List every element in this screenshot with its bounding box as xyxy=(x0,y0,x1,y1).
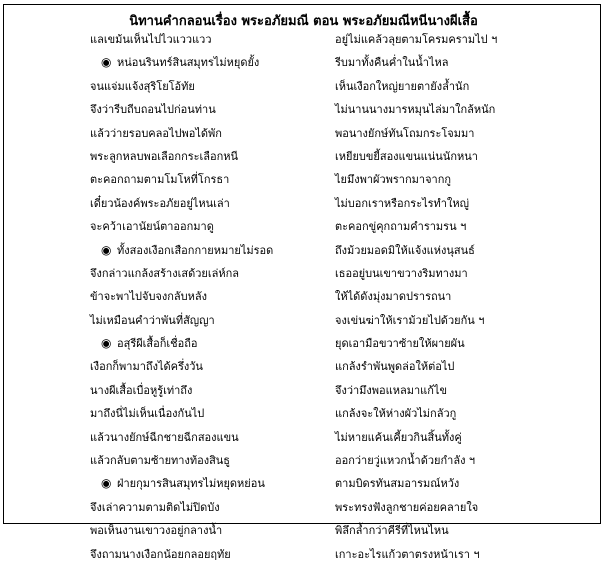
verse-right-line: พอนางยักษ์ทันโถมกระโจมมา xyxy=(335,126,475,140)
verse-row xyxy=(0,337,607,360)
verse-left-line xyxy=(90,314,215,328)
verse-right-line: แกล้งจะให้ห่างผัวไม่กลัวกู xyxy=(335,407,457,421)
verse-left-text: แลเขม้นเห็นไปไวแววแวว xyxy=(90,33,212,46)
verse-row xyxy=(0,33,607,56)
verse-row xyxy=(0,314,607,337)
verse-left-text: มาถึงนี่ไม่เห็นเนื่องกันไป xyxy=(90,407,205,421)
verse-row xyxy=(0,267,607,290)
verse-right-line: ตะคอกขู่คุกถามคำรามรน ฯ xyxy=(335,220,467,234)
verse-right-line: เหยียบขยี้สองแขนแน่นนักหนา xyxy=(335,149,478,163)
verse-row xyxy=(0,150,607,173)
verse-left-text: พอเห็นงานเขาวงอยู่กลางน้ำ xyxy=(90,524,223,538)
verse-row xyxy=(0,384,607,407)
verse-row xyxy=(0,431,607,454)
verse-left-line xyxy=(90,220,214,234)
verse-right-line: ออกว่ายวู่แหวกน้ำด้วยกำลัง ฯ xyxy=(335,454,476,468)
verse-row xyxy=(0,454,607,477)
verse-left-line xyxy=(90,290,207,304)
verse-left-text: ไม่เหมือนคำว่าพันที่สัญญา xyxy=(90,313,215,327)
verse-right-line: พิลึกล้ำกว่าคีรีที่ไหนไหน xyxy=(335,524,449,538)
verse-left-line xyxy=(90,127,222,141)
verse-left-line xyxy=(101,55,260,70)
verse-left-text: จนแจ่มแจ้งสุริโยโอ้ทัย xyxy=(90,79,195,93)
verse-row xyxy=(0,127,607,150)
verse-left-text: จึงว่ารีบถีบถอนไปก่อนท่าน xyxy=(90,103,216,117)
verse-left-line xyxy=(90,501,220,515)
verse-row xyxy=(0,548,607,571)
verse-left-text: แล้วกลับตามซ้ายทางท้องสินธู xyxy=(90,454,231,468)
verse-left-text: จึงถามนางเงือกน้อยกลอยฤทัย xyxy=(90,547,231,561)
verse-row xyxy=(0,103,607,126)
verse-left-text: หน่อนรินทร์สินสมุทรไม่หยุดยั้ง xyxy=(117,56,260,70)
verse-right-line: ให้ได้ดังมุ่งมาดปรารถนา xyxy=(335,290,452,304)
verse-left-line xyxy=(90,384,192,398)
verse-left-line xyxy=(90,267,239,281)
verse-right-line: พระทรงฟังลูกชายค่อยคลายใจ xyxy=(335,500,479,514)
verse-right-line: ยุดเอามือขวาซ้ายให้ผายผัน xyxy=(335,337,465,351)
verse-row xyxy=(0,173,607,196)
verse-left-text: อสุรีผีเสื้อก็เชื่อถือ xyxy=(117,337,198,351)
verse-left-text: เดี๋ยวน้องค์พระอภัยอยู่ไหนเล่า xyxy=(90,196,230,210)
verse-left-line xyxy=(90,33,212,47)
verse-left-text: ทั้งสองเงือกเสือกกายหมายไม่รอด xyxy=(117,243,274,257)
verse-right-line: ไม่หายแค้นเคี้ยวกินสิ้นทั้งคู่ xyxy=(335,430,462,444)
verse-right-line: ตามบิดรทันสมอารมณ์หวัง xyxy=(335,477,460,491)
verse-row xyxy=(0,524,607,547)
verse-left-line xyxy=(90,407,204,421)
verse-right-line: อยู่ไม่แคล้วลุยตามโครมครามไป ฯ xyxy=(335,33,498,46)
verse-left-line xyxy=(90,454,230,468)
verse-left-text: พระลูกหลบพอเลือกกระเลือกหนี xyxy=(90,149,239,163)
poem-body xyxy=(0,33,607,571)
verse-left-text: แล้วนางยักษ์ฉีกชายฉีกสองแขน xyxy=(90,430,239,444)
verse-left-line xyxy=(90,150,238,164)
verse-row xyxy=(0,360,607,383)
verse-left-line xyxy=(90,173,229,187)
verse-right-line: เห็นเงือกใหญ่ยายตายังล้ำนัก xyxy=(335,79,470,93)
verse-right-line: ไม่นานนางมารหมุนไล่มาใกล้หนัก xyxy=(335,103,496,117)
verse-right-line: แกล้งรำพันพูดล่อให้ต่อไป xyxy=(335,360,455,374)
verse-row xyxy=(0,407,607,430)
verse-left-text: ฝ่ายกุมารสินสมุทรไม่หยุดหย่อน xyxy=(117,477,265,491)
verse-row xyxy=(0,220,607,243)
verse-left-text: เงือกก็พามาถึงได้ครึ่งวัน xyxy=(90,360,203,374)
verse-left-line xyxy=(90,80,195,94)
stanza-bullet-icon: ◉ xyxy=(101,336,112,351)
verse-left-text: แล้วว่ายรอบคลอไปพอได้พัก xyxy=(90,126,222,140)
verse-left-line xyxy=(90,103,216,117)
verse-left-text: นางผีเสื้อเบื่อหูรู้เท่าถึง xyxy=(90,383,193,397)
verse-left-text: จึงเล่าความตามติดไม่ปิดบัง xyxy=(90,500,220,514)
verse-left-line xyxy=(90,197,230,211)
verse-left-line xyxy=(90,524,222,538)
verse-row xyxy=(0,290,607,313)
verse-left-line xyxy=(90,360,203,374)
verse-left-line xyxy=(101,336,198,351)
verse-right-line: รีบมาทั้งคืนค่ำในน้ำไหล xyxy=(335,56,449,70)
verse-left-line xyxy=(101,476,265,491)
stanza-bullet-icon: ◉ xyxy=(101,476,112,491)
verse-left-text: ตะคอกถามตามโมโหที่โกรธา xyxy=(90,173,230,187)
verse-right-line: เธออยู่บนเขาขวางริมทางมา xyxy=(335,266,468,280)
verse-right-line: จึงว่ามึงพอแหลมาแก้ไข xyxy=(335,383,447,397)
verse-row xyxy=(0,80,607,103)
verse-left-text: จึงกล่าวแกล้งสร้างเสด้วยเล่ห์กล xyxy=(90,266,239,280)
verse-left-line xyxy=(101,242,274,258)
verse-right-line: ไยมึงพาผัวพรากมาจากกู xyxy=(335,173,452,187)
stanza-bullet-icon: ◉ xyxy=(101,55,112,70)
verse-right-line: ไม่บอกเราหรือกระไรทำใหญู่ xyxy=(335,196,469,210)
verse-right-line: จงเข่นฆ่าให้เราม้วยไปด้วยกัน ฯ xyxy=(335,313,485,327)
verse-row xyxy=(0,477,607,500)
verse-left-line xyxy=(90,431,239,445)
verse-row xyxy=(0,197,607,220)
verse-left-line xyxy=(90,548,231,562)
verse-row xyxy=(0,501,607,524)
verse-row xyxy=(0,56,607,79)
verse-left-text: จะคว้าเอานัยน์ตาออกมาดู xyxy=(90,220,214,234)
verse-right-line: ถึงม้วยมอดมิให้แจ้งแห่งนุสนธ์ xyxy=(335,243,475,257)
document-title: นิทานคำกลอนเรื่อง พระอภัยมณี ตอน พระอภัยมณีหนีนางผีเสื้อ xyxy=(129,14,478,29)
stanza-bullet-icon: ◉ xyxy=(101,242,112,257)
verse-left-text: ข้าจะพาไปจับจงกลับหลัง xyxy=(90,290,207,304)
verse-row xyxy=(0,244,607,267)
verse-right-line: เกาะอะไรแก้วตาตรงหน้าเรา ฯ xyxy=(335,547,480,561)
